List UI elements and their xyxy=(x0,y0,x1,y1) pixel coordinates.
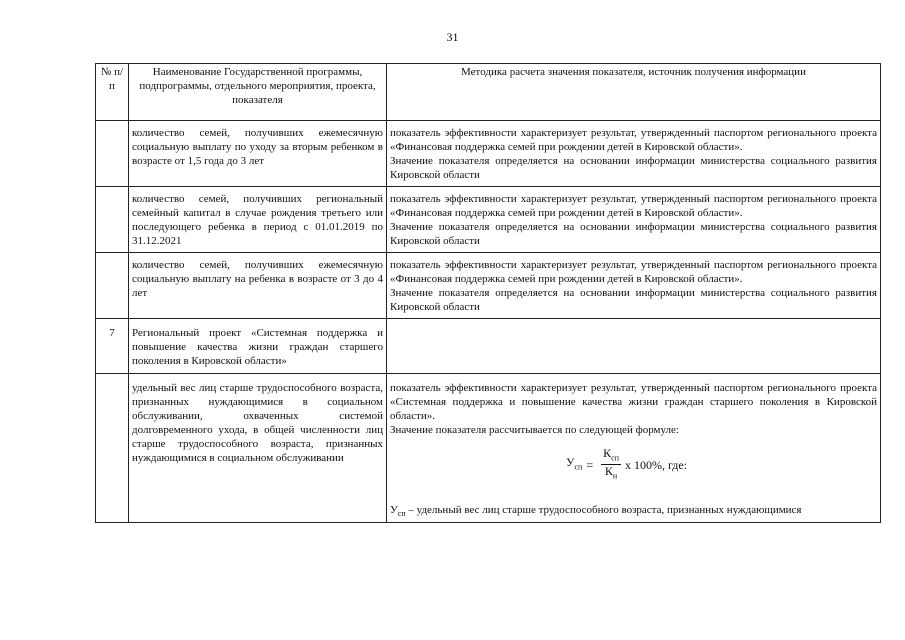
row-number xyxy=(96,374,129,523)
table-row xyxy=(96,187,881,253)
formula-tail: х 100%, где: xyxy=(624,457,688,472)
formula-fraction xyxy=(601,447,621,483)
method-text: показатель эффективности характеризует результат, утвержденный паспортом регионального проекта «Системная поддержка и повышение качества жизни граждан старшего поколения в Кировской области». xyxy=(390,382,877,422)
indicator-name: количество семей, получивших ежемесячную социальную выплату на ребенка в возрасте от 3 до 4 лет xyxy=(129,253,387,319)
table-row xyxy=(96,121,881,187)
indicator-name: удельный вес лиц старше трудоспособного возраста, признанных нуждающимися в социальном обслуживании, охваченных системой долговременного ухода, в общей численности лиц старше трудоспособного возраста, признанных нуждающимися в социальном обслуживании xyxy=(129,374,387,523)
table-row-project xyxy=(96,319,881,374)
method-source: Значение показателя определяется на основании информации министерства социального развития Кировской области xyxy=(390,287,877,313)
row-number xyxy=(96,121,129,187)
table-row xyxy=(96,253,881,319)
method-text: показатель эффективности характеризует результат, утвержденный паспортом регионального проекта «Финансовая поддержка семей при рождении детей в Кировской области». xyxy=(390,259,877,285)
project-name: Региональный проект «Системная поддержка и повышение качества жизни граждан старшего поколения в Кировской области» xyxy=(129,319,387,374)
row-number: 7 xyxy=(96,319,129,374)
empty-method-cell xyxy=(387,319,881,374)
header-number: № п/п xyxy=(96,64,129,121)
indicator-name: количество семей, получивших региональный семейный капитал в случае рождения третьего или последующего ребенка в период с 01.01.2019 по 31.12.2021 xyxy=(129,187,387,253)
formula-denominator: $К_н$ xyxy=(604,464,618,481)
row-number xyxy=(96,187,129,253)
formula-numerator: $К_{сп}$ xyxy=(601,447,621,465)
table-row xyxy=(96,374,881,523)
indicator-method xyxy=(387,187,881,253)
formula-definition: $У_{сп}$ – удельный вес лиц старше трудоспособного возраста, признанных нуждающимися xyxy=(390,503,802,518)
header-name: Наименование Государственной программы, подпрограммы, отдельного мероприятия, проекта, показателя xyxy=(129,64,387,121)
method-source: Значение показателя определяется на основании информации министерства социального развития Кировской области xyxy=(390,155,877,181)
indicator-method xyxy=(387,253,881,319)
indicators-table xyxy=(95,63,881,523)
method-text: показатель эффективности характеризует результат, утвержденный паспортом регионального проекта «Финансовая поддержка семей при рождении детей в Кировской области». xyxy=(390,193,877,219)
page-number: 31 xyxy=(446,30,459,44)
method-text: показатель эффективности характеризует результат, утвержденный паспортом регионального проекта «Финансовая поддержка семей при рождении детей в Кировской области». xyxy=(390,127,877,153)
row-number xyxy=(96,253,129,319)
indicator-method xyxy=(387,374,881,523)
table-header-row xyxy=(96,64,881,121)
indicator-name: количество семей, получивших ежемесячную социальную выплату по уходу за вторым ребенком в возрасте от 1,5 года до 3 лет xyxy=(129,121,387,187)
header-method: Методика расчета значения показателя, источник получения информации xyxy=(387,64,881,121)
method-formula-intro: Значение показателя рассчитывается по следующей формуле: xyxy=(390,424,679,436)
method-source: Значение показателя определяется на основании информации министерства социального развития Кировской области xyxy=(390,221,877,247)
formula-equals: = xyxy=(586,457,594,472)
indicator-method xyxy=(387,121,881,187)
formula-lhs: $У_{сп}$ xyxy=(566,455,583,472)
formula xyxy=(566,447,877,483)
